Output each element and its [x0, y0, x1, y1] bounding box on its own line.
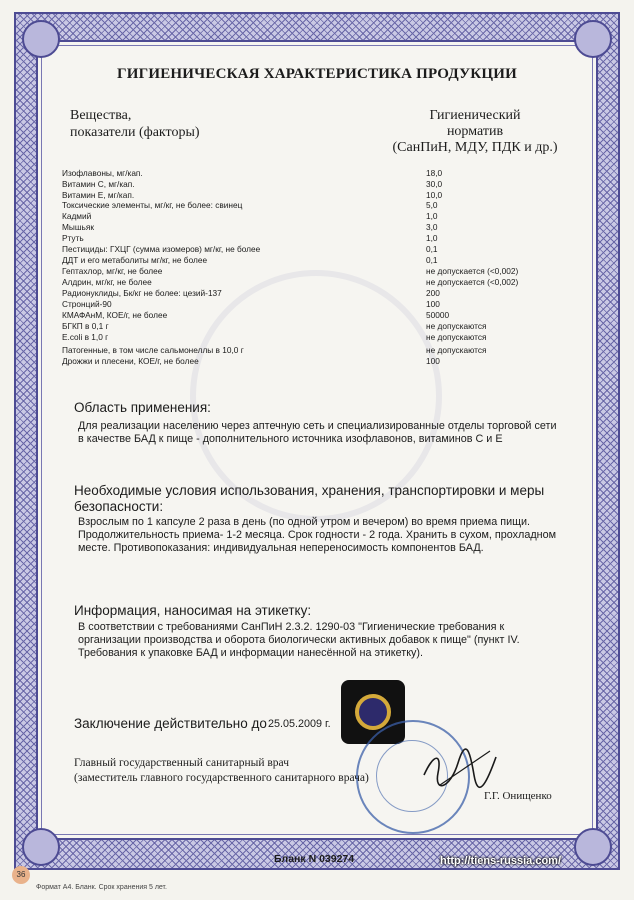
conditions-heading: безопасности: — [74, 499, 164, 514]
doctor-name: Г.Г. Онищенко — [484, 790, 552, 802]
table-row — [62, 288, 562, 299]
row-name: Ртуть — [62, 233, 84, 243]
label-info-heading: Информация, наносимая на этикетку: — [74, 603, 312, 618]
row-value: 5,0 — [426, 200, 438, 210]
header-right-line2: норматив — [446, 124, 504, 139]
table-row — [62, 255, 562, 266]
corner-ornament — [22, 20, 60, 58]
corner-ornament — [574, 828, 612, 866]
scope-line: Для реализации населению через аптечную сеть и специализированные отделы торговой сети — [78, 420, 557, 432]
row-value: 1,0 — [426, 233, 438, 243]
doctor-subtitle: (заместитель главного государственного санитарного врача) — [74, 772, 369, 784]
row-value: 50000 — [426, 310, 450, 320]
page-title: ГИГИЕНИЧЕСКАЯ ХАРАКТЕРИСТИКА ПРОДУКЦИИ — [117, 66, 517, 82]
header-left-line2: показатели (факторы) — [70, 125, 200, 140]
row-value: не допускаются — [426, 345, 487, 355]
row-name: Алдрин, мг/кг, не более — [62, 277, 152, 287]
row-name: Кадмий — [62, 211, 92, 221]
table-row — [62, 222, 562, 233]
row-value: 18,0 — [426, 168, 443, 178]
table-row — [62, 179, 562, 190]
conditions-line: Взрослым по 1 капсуле 2 раза в день (по одной утром и вечером) во время приема пищи. — [78, 516, 531, 528]
row-value: не допускается (<0,002) — [426, 266, 519, 276]
table-row — [62, 332, 562, 343]
header-right-line1: Гигиенический — [429, 108, 521, 123]
watermark-url: http://tiens-russia.com/ — [440, 855, 562, 867]
row-value: 0,1 — [426, 244, 438, 254]
row-name: ДДТ и его метаболиты мг/кг, не более — [62, 255, 208, 265]
header-right-line3: (СанПиН, МДУ, ПДК и др.) — [392, 140, 558, 155]
table-row — [62, 266, 562, 277]
table-row — [62, 321, 562, 332]
table-row — [62, 200, 562, 211]
table-row — [62, 233, 562, 244]
row-name: Токсические элементы, мг/кг, не более: свинец — [62, 200, 243, 210]
label-info-line: организации производства и оборота биологически активных добавок к пище" (пункт IV. — [78, 634, 520, 646]
validity-label: Заключение действительно до — [74, 716, 267, 731]
row-name: Витамин С, мг/кап. — [62, 179, 135, 189]
label-info-line: Требования к упаковке БАД и информации нанесённой на этикетку). — [78, 647, 424, 659]
row-name: Радионуклиды, Бк/кг не более: цезий-137 — [62, 288, 222, 298]
row-value: не допускается (<0,002) — [426, 277, 519, 287]
row-name: Мышьяк — [62, 222, 94, 232]
row-name: E.coli в 1,0 г — [62, 332, 109, 342]
row-name: Пестициды: ГХЦГ (сумма изомеров) мг/кг, не более — [62, 244, 261, 254]
format-note: Формат А4. Бланк. Срок хранения 5 лет. — [36, 884, 167, 891]
doctor-title: Главный государственный санитарный врач — [74, 757, 289, 769]
scope-heading: Область применения: — [74, 400, 211, 415]
table-row — [62, 277, 562, 288]
row-name: Патогенные, в том числе сальмонеллы в 10,0 г — [62, 345, 244, 355]
row-value: 0,1 — [426, 255, 438, 265]
row-name: Изофлавоны, мг/кап. — [62, 168, 143, 178]
table-row — [62, 345, 562, 356]
validity-date: 25.05.2009 г. — [268, 718, 331, 730]
row-value: 200 — [426, 288, 440, 298]
row-name: Витамин Е, мг/кап. — [62, 190, 135, 200]
blank-number: Бланк N 039274 — [274, 853, 355, 865]
signature — [420, 745, 500, 795]
conditions-line: месте. Противопоказания: индивидуальная непереносимость компонентов БАД. — [78, 542, 484, 554]
corner-ornament — [22, 828, 60, 866]
row-value: 10,0 — [426, 190, 443, 200]
table-row — [62, 299, 562, 310]
row-name: Дрожжи и плесени, КОЕ/г, не более — [62, 356, 199, 366]
table-row — [62, 356, 562, 367]
row-name: БГКП в 0,1 г — [62, 321, 109, 331]
row-value: 1,0 — [426, 211, 438, 221]
table-row — [62, 244, 562, 255]
corner-ornament — [574, 20, 612, 58]
row-name: Гептахлор, мг/кг, не более — [62, 266, 163, 276]
row-name: Стронций-90 — [62, 299, 112, 309]
row-value: 100 — [426, 299, 440, 309]
table-row — [62, 168, 562, 179]
header-left-line1: Вещества, — [70, 108, 132, 123]
row-value: 30,0 — [426, 179, 443, 189]
page-number-badge: 36 — [12, 866, 30, 884]
conditions-heading: Необходимые условия использования, хранения, транспортировки и меры — [74, 483, 545, 498]
row-value: 3,0 — [426, 222, 438, 232]
table-row — [62, 310, 562, 321]
conditions-line: Продолжительность приема- 1-2 месяца. Срок годности - 2 года. Хранить в сухом, прохладном — [78, 529, 557, 541]
label-info-line: В соответствии с требованиями СанПиН 2.3.2. 1290-03 "Гигиенические требования к — [78, 621, 505, 633]
scope-line: в качестве БАД к пище - дополнительного источника изофлавонов, витаминов С и Е — [78, 433, 503, 445]
row-value: не допускаются — [426, 332, 487, 342]
row-value: 100 — [426, 356, 440, 366]
row-value: не допускаются — [426, 321, 487, 331]
table-row — [62, 211, 562, 222]
row-name: КМАФАнМ, КОЕ/г, не более — [62, 310, 168, 320]
